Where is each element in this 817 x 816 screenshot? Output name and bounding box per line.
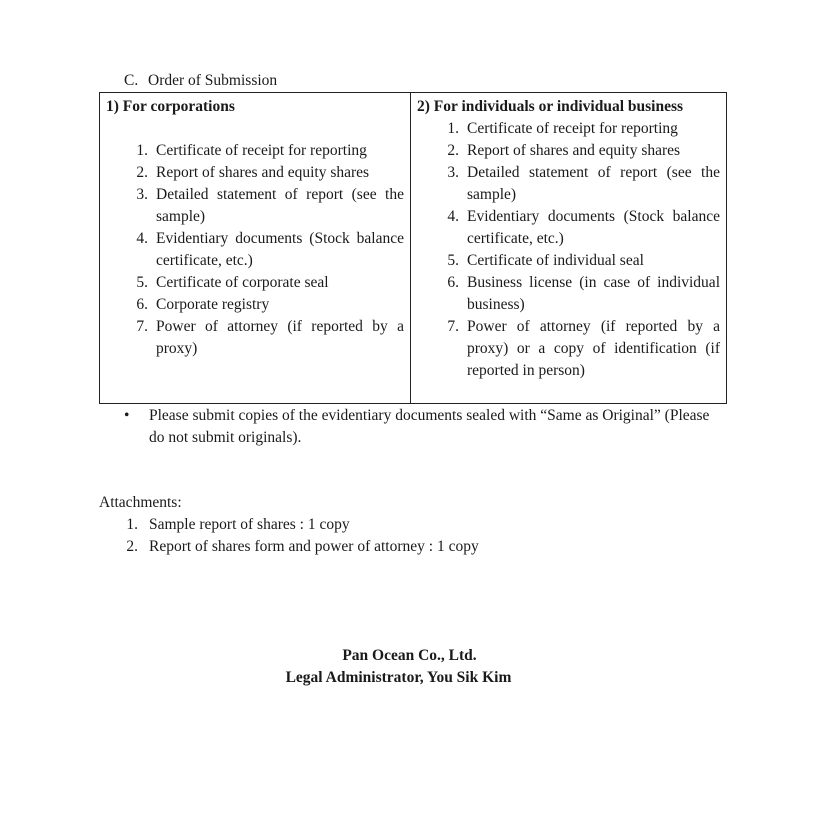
item-text: Certificate of corporate seal (156, 274, 329, 291)
note-text: Please submit copies of the evidentiary documents sealed with “Same as Original” (Please do not submit originals). (149, 407, 710, 446)
list-item (106, 316, 404, 360)
list-item (417, 272, 720, 316)
submission-note (124, 405, 728, 449)
item-text: Detailed statement of report (see the sample) (156, 186, 404, 225)
item-number: 3. (136, 186, 148, 203)
item-text: Certificate of receipt for reporting (156, 142, 367, 159)
list-item (417, 118, 720, 140)
item-number: 1. (447, 120, 459, 137)
list-item (106, 140, 404, 162)
signature-block (0, 645, 817, 689)
section-title: Order of Submission (148, 72, 278, 89)
item-number: 7. (447, 318, 459, 335)
attachments-heading: Attachments: (99, 494, 182, 511)
section-heading (124, 70, 277, 92)
bullet-icon: • (124, 407, 130, 424)
signatory-name: Legal Administrator, You Sik Kim (285, 669, 512, 686)
item-number: 7. (136, 318, 148, 335)
list-item (417, 316, 720, 382)
individuals-list (417, 118, 720, 382)
item-text: Power of attorney (if reported by a proxy) or a copy of identification (if reported in person) (467, 318, 720, 379)
item-text: Detailed statement of report (see the sample) (467, 164, 720, 203)
corporations-heading: 1) For corporations (106, 98, 235, 115)
submission-order-table (99, 92, 727, 404)
list-item (124, 536, 479, 558)
item-text: Sample report of shares : 1 copy (149, 516, 350, 533)
list-item (417, 206, 720, 250)
list-item (106, 272, 404, 294)
item-number: 5. (447, 252, 459, 269)
item-number: 4. (447, 208, 459, 225)
item-text: Evidentiary documents (Stock balance certificate, etc.) (156, 230, 404, 269)
item-text: Evidentiary documents (Stock balance certificate, etc.) (467, 208, 720, 247)
item-text: Business license (in case of individual business) (467, 274, 720, 313)
individuals-column (411, 93, 726, 403)
item-text: Power of attorney (if reported by a proxy) (156, 318, 404, 357)
item-text: Report of shares and equity shares (467, 142, 681, 159)
item-number: 6. (447, 274, 459, 291)
item-number: 1. (126, 516, 138, 533)
item-number: 5. (136, 274, 148, 291)
item-text: Report of shares form and power of attorney : 1 copy (149, 538, 479, 555)
item-text: Certificate of individual seal (467, 252, 644, 269)
section-letter: C. (124, 72, 139, 89)
item-number: 6. (136, 296, 148, 313)
list-item (417, 250, 720, 272)
item-number: 1. (136, 142, 148, 159)
item-number: 3. (447, 164, 459, 181)
list-item (106, 228, 404, 272)
item-number: 2. (136, 164, 148, 181)
item-number: 4. (136, 230, 148, 247)
list-item (417, 140, 720, 162)
corporations-list (106, 140, 404, 360)
attachments-list (124, 514, 479, 558)
list-item (106, 184, 404, 228)
list-item (417, 162, 720, 206)
item-number: 2. (447, 142, 459, 159)
item-text: Certificate of receipt for reporting (467, 120, 678, 137)
item-number: 2. (126, 538, 138, 555)
item-text: Report of shares and equity shares (156, 164, 370, 181)
list-item (106, 162, 404, 184)
item-text: Corporate registry (156, 296, 270, 313)
individuals-heading: 2) For individuals or individual business (417, 98, 684, 115)
list-item (124, 514, 479, 536)
corporations-column (100, 93, 411, 403)
company-name: Pan Ocean Co., Ltd. (342, 647, 477, 664)
list-item (106, 294, 404, 316)
